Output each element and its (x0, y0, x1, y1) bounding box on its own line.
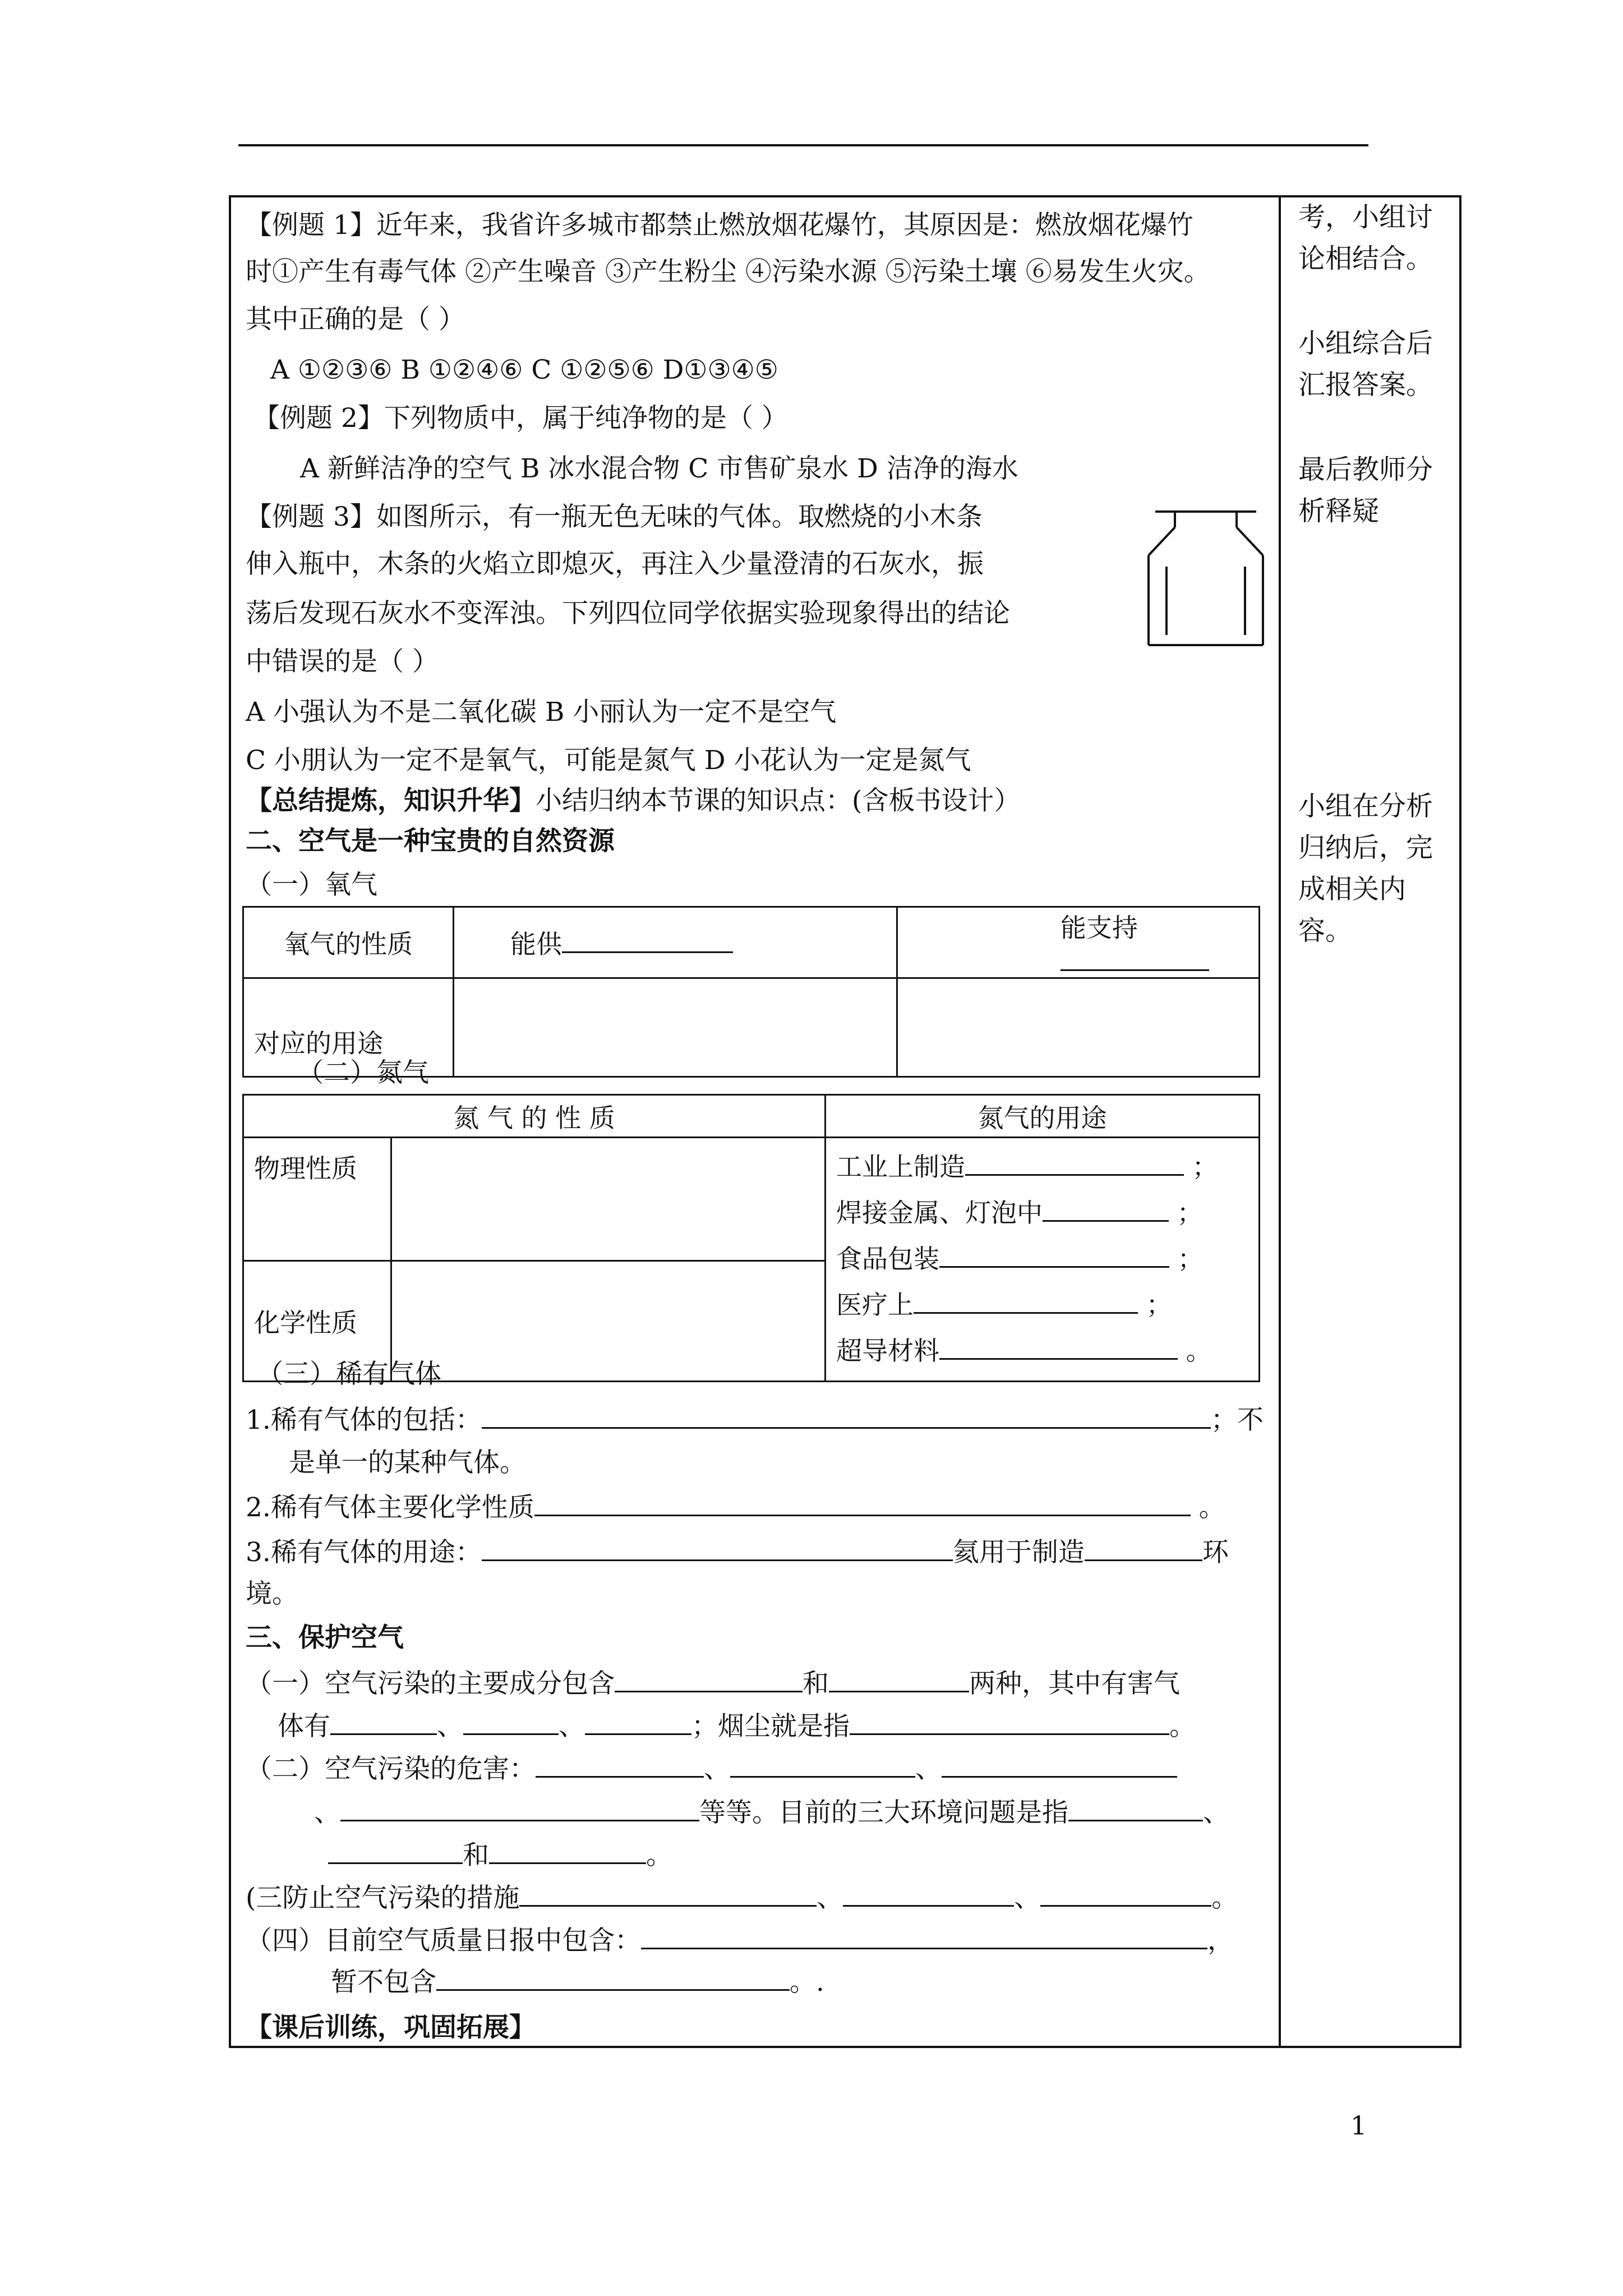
rare-gas-q3: 3.稀有气体的用途： 氦用于制造 环 (246, 1535, 1229, 1570)
blank[interactable] (942, 1751, 1177, 1778)
nitrogen-use-1: 工业上制造 ； (836, 1144, 1248, 1190)
oxygen-use-cell-1[interactable] (454, 978, 897, 1077)
blank[interactable] (519, 1880, 817, 1907)
pollution-q4-cont: 暂不包含 。. (331, 1964, 824, 1999)
blank[interactable] (843, 1880, 1014, 1907)
nitrogen-chemical-cell[interactable] (391, 1261, 826, 1382)
rare-gas-q2: 2.稀有气体主要化学性质 。 (246, 1490, 1225, 1525)
nitrogen-uses-header: 氮气的用途 (826, 1095, 1260, 1138)
example1-options: A ①②③⑥ B ①②④⑥ C ①②⑤⑥ D①③④⑤ (270, 355, 778, 385)
oxygen-support-cell (897, 907, 1260, 978)
example1-line3: 其中正确的是（ ） (246, 304, 465, 335)
side-note-2: 小组综合后汇报答案。 (1298, 328, 1433, 401)
example3-line3: 荡后发现石灰水不变浑浊。下列四位同学依据实验现象得出的结论 (246, 598, 1010, 629)
oxygen-title: （一）氧气 (246, 869, 377, 900)
pollution-q3: (三防止空气污染的措施 、 、 。 (246, 1880, 1238, 1915)
summary-line (246, 784, 1020, 818)
blank[interactable] (1068, 1795, 1203, 1821)
oxygen-uses-label: 对应的用途 (243, 978, 454, 1077)
oxygen-table (242, 906, 1260, 1078)
nitrogen-physical-cell[interactable] (391, 1138, 826, 1261)
blank[interactable] (340, 1795, 699, 1821)
oxygen-support-blank[interactable] (1061, 945, 1209, 971)
summary-heading: 【总结提炼，知识升华】 (246, 785, 536, 816)
section3-title: 三、保护空气 (246, 1622, 404, 1653)
nitrogen-use-3: 食品包装 ； (836, 1236, 1248, 1282)
rare-gas-q1-blank[interactable] (482, 1402, 1211, 1429)
pollution-q2: （二）空气污染的危害： 、 、 (246, 1751, 1177, 1786)
pollution-q1: （一）空气污染的主要成分包含 和 两种，其中有害气 (246, 1666, 1180, 1701)
blank[interactable] (489, 1838, 646, 1864)
pollution-q2-cont2: 和 。 (328, 1838, 672, 1872)
section2-title: 二、空气是一种宝贵的自然资源 (246, 826, 615, 857)
blank[interactable] (939, 1333, 1178, 1360)
oxygen-support-label: 能支持 (1061, 913, 1138, 943)
gas-bottle-figure (1138, 505, 1273, 651)
blank[interactable] (730, 1751, 915, 1778)
example3-line4: 中错误的是（ ） (246, 646, 439, 677)
nitrogen-use-4: 医疗上 ； (836, 1282, 1248, 1328)
blank[interactable] (536, 1751, 704, 1778)
blank[interactable] (850, 1709, 1169, 1735)
rare-gas-q3-blank2[interactable] (1085, 1535, 1202, 1561)
rare-gas-q2-blank[interactable] (534, 1490, 1191, 1516)
rare-gas-title: （三）稀有气体 (257, 1359, 441, 1389)
blank[interactable] (463, 1709, 559, 1735)
oxygen-supply-label: 能供 (510, 929, 562, 959)
example3-line2: 伸入瓶中，木条的火焰立即熄灭，再注入少量澄清的石灰水，振 (246, 549, 984, 579)
example3-line1: 【例题 3】如图所示，有一瓶无色无味的气体。取燃烧的小木条 (246, 501, 983, 532)
page-number: 1 (1350, 2110, 1367, 2141)
example2-options: A 新鲜洁净的空气 B 冰水混合物 C 市售矿泉水 D 洁净的海水 (300, 453, 1018, 484)
nitrogen-physical-label: 物理性质 (243, 1138, 391, 1261)
blank[interactable] (914, 1287, 1138, 1314)
side-note-4: 小组在分析归纳后，完成相关内容。 (1298, 790, 1433, 946)
summary-text: 小结归纳本节课的知识点：(含板书设计） (536, 785, 1021, 816)
blank[interactable] (585, 1709, 691, 1735)
blank[interactable] (829, 1666, 969, 1692)
nitrogen-title: （二）氮气 (297, 1057, 429, 1088)
side-note-1: 考，小组讨论相结合。 (1298, 201, 1433, 274)
oxygen-use-cell-2[interactable] (897, 978, 1260, 1077)
nitrogen-uses-cell (826, 1138, 1260, 1382)
oxygen-props-label: 氧气的性质 (243, 907, 454, 978)
blank[interactable] (615, 1666, 803, 1692)
column-divider (1279, 195, 1281, 2048)
nitrogen-table (242, 1094, 1260, 1382)
pollution-q2-cont: 、 等等。目前的三大环境问题是指 、 (314, 1795, 1229, 1830)
nitrogen-use-5: 超导材料 。 (836, 1328, 1248, 1374)
nitrogen-chemical-label: 化学性质 (243, 1261, 391, 1382)
blank[interactable] (328, 1838, 463, 1864)
example2-question: 【例题 2】下列物质中，属于纯净物的是（ ） (253, 403, 788, 434)
blank[interactable] (939, 1241, 1169, 1268)
rare-gas-q3-cont: 境。 (246, 1579, 298, 1609)
pollution-q4: （四）目前空气质量日报中包含： ， (246, 1923, 1234, 1958)
after-class-heading: 【课后训练，巩固拓展】 (246, 2012, 536, 2043)
blank[interactable] (1043, 1195, 1169, 1222)
header-rule (238, 144, 1368, 146)
blank[interactable] (1040, 1880, 1211, 1907)
blank[interactable] (436, 1964, 790, 1991)
rare-gas-q1: 1.稀有气体的包括： ；不 (246, 1402, 1264, 1437)
blank[interactable] (965, 1149, 1184, 1176)
nitrogen-use-2: 焊接金属、灯泡中 ； (836, 1190, 1248, 1236)
nitrogen-props-header: 氮 气 的 性 质 (243, 1095, 826, 1138)
example1-line2: 时①产生有毒气体 ②产生噪音 ③产生粉尘 ④污染水源 ⑤污染土壤 ⑥易发生火灾。 (246, 256, 1210, 287)
blank[interactable] (641, 1923, 1207, 1949)
rare-gas-q3-blank1[interactable] (482, 1535, 953, 1561)
example3-options-cd: C 小朋认为一定不是氧气，可能是氮气 D 小花认为一定是氮气 (246, 745, 971, 776)
side-note-3: 最后教师分析释疑 (1298, 454, 1433, 527)
rare-gas-q1-cont: 是单一的某种气体。 (289, 1447, 526, 1478)
blank[interactable] (330, 1709, 437, 1735)
example1-line1: 【例题 1】近年来，我省许多城市都禁止燃放烟花爆竹，其原因是：燃放烟花爆竹 (246, 210, 1193, 241)
oxygen-supply-cell (454, 907, 897, 978)
oxygen-supply-blank[interactable] (562, 927, 733, 953)
pollution-q1-cont: 体有 、 、 ；烟尘就是指 。 (278, 1709, 1196, 1743)
example3-options-ab: A 小强认为不是二氧化碳 B 小丽认为一定不是空气 (246, 697, 837, 728)
